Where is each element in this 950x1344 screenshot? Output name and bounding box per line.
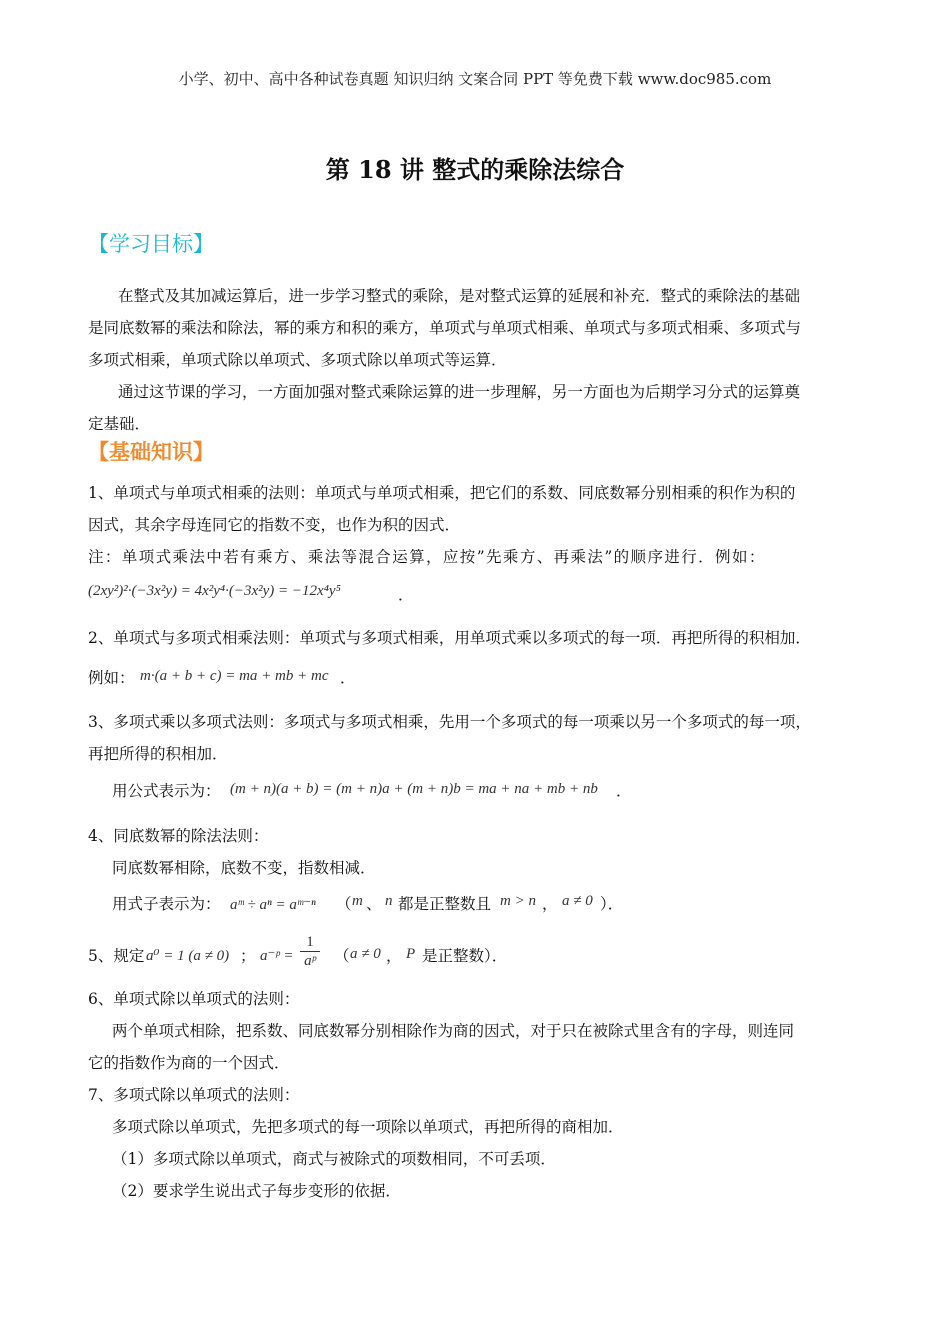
rule-3-line-1: 3、多项式乘以多项式法则：多项式与多项式相乘，先用一个多项式的每一项乘以另一个多项式的每一项， — [88, 713, 811, 731]
section-heading-basics: 【基础知识】 — [88, 440, 214, 464]
rule-2-line-1: 2、单项式与多项式相乘法则：单项式与多项式相乘，用单项式乘以多项式的每一项．再把所得的积相加． — [88, 629, 811, 647]
rule-5-label: 5、规定 — [88, 947, 145, 965]
goals-paragraph-1-line-2: 是同底数幂的乘法和除法，幂的乘方和积的乘方，单项式与单项式相乘、单项式与多项式相乘、多项式与 — [88, 319, 802, 337]
rule-5-formula-zero-exponent: a⁰ = 1 (a ≠ 0) — [146, 948, 230, 964]
rule-3-label: 用公式表示为： — [112, 782, 221, 800]
rule-1-line-1: 1、单项式与单项式相乘的法则：单项式与单项式相乘，把它们的系数、同底数幂分别相乘的积作为积的 — [88, 484, 796, 502]
rule-6-line-1: 6、单项式除以单项式的法则： — [88, 990, 300, 1008]
goals-paragraph-1-line-3: 多项式相乘，单项式除以单项式、多项式除以单项式等运算． — [88, 351, 507, 369]
rule-3-formula: (m + n)(a + b) = (m + n)a + (m + n)b = ma + na + mb + nb — [230, 781, 598, 797]
rule-4-label: 用式子表示为： — [112, 895, 221, 913]
goals-paragraph-2-line-1: 通过这节课的学习，一方面加强对整式乘除运算的进一步理解，另一方面也为后期学习分式的运算奠 — [118, 383, 801, 401]
rule-1-formula: (2xy²)²·(−3x²y) = 4x²y⁴·(−3x²y) = −12x⁴y⁵ — [88, 583, 341, 599]
rule-7-item-2: （2）要求学生说出式子每步变形的依据． — [112, 1182, 401, 1200]
rule-6-line-2: 两个单项式相除，把系数、同底数幂分别相除作为商的因式，对于只在被除式里含有的字母，则连同 — [112, 1022, 795, 1040]
rule-1-note: 注：单项式乘法中若有乘方、乘法等混合运算，应按”先乘方、再乘法”的顺序进行．例如： — [88, 548, 766, 566]
rule-4-formula: aᵐ ÷ aⁿ = aᵐ⁻ⁿ — [230, 897, 316, 913]
section-heading-goals: 【学习目标】 — [88, 232, 214, 256]
rule-2-formula: m·(a + b + c) = ma + mb + mc — [140, 668, 329, 684]
rule-1-line-2: 因式，其余字母连同它的指数不变，也作为积的因式． — [88, 516, 461, 534]
rule-7-item-1: （1）多项式除以单项式，商式与被除式的项数相同，不可丢项． — [112, 1150, 556, 1168]
rule-7-line-2: 多项式除以单项式，先把多项式的每一项除以单项式，再把所得的商相加． — [112, 1118, 624, 1136]
page-header: 小学、初中、高中各种试卷真题 知识归纳 文案合同 PPT 等免费下载 www.doc985.com — [178, 70, 772, 88]
rule-5-fraction: 1 aᵖ — [300, 934, 320, 969]
rule-5-formula-negative-exponent: a⁻ᵖ = — [260, 948, 294, 964]
rule-3-line-2: 再把所得的积相加． — [88, 745, 228, 763]
rule-6-line-3: 它的指数作为商的一个因式． — [88, 1054, 290, 1072]
rule-4-line-1: 4、同底数幂的除法法则： — [88, 827, 269, 845]
goals-paragraph-2-line-2: 定基础． — [88, 415, 151, 433]
lesson-title: 第 18 讲 整式的乘除法综合 — [325, 155, 625, 184]
rule-7-line-1: 7、多项式除以单项式的法则： — [88, 1086, 300, 1104]
goals-paragraph-1-line-1: 在整式及其加减运算后，进一步学习整式的乘除，是对整式运算的延展和补充．整式的乘除法的基础 — [118, 287, 801, 305]
rule-4-line-2: 同底数幂相除，底数不变，指数相减． — [112, 859, 376, 877]
rule-2-example-label: 例如： — [88, 669, 135, 687]
